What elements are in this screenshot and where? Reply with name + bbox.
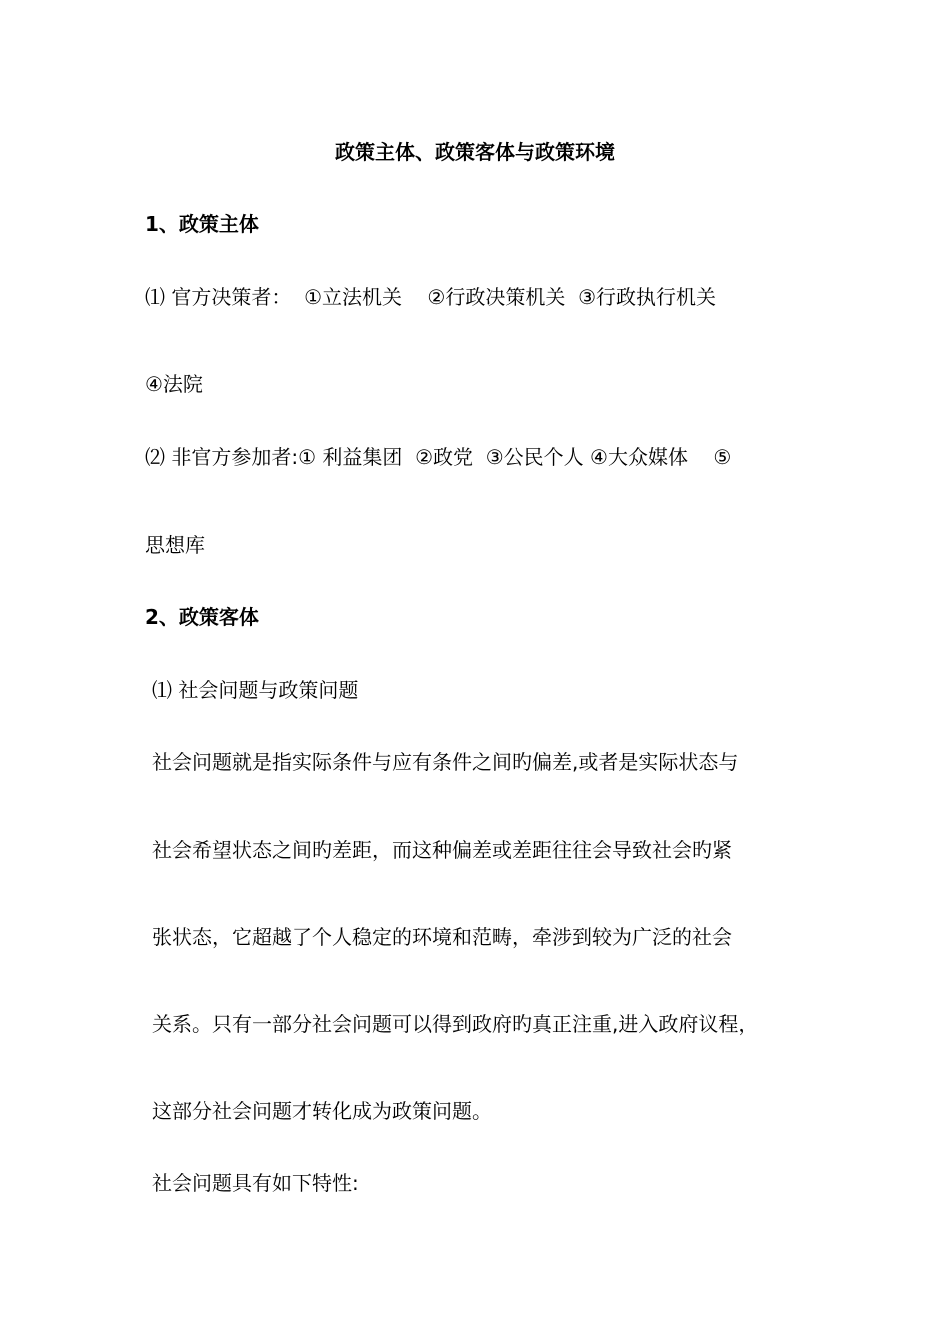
subheading-social-and-policy-problems: ⑴ 社会问题与政策问题 bbox=[152, 678, 359, 702]
paragraph-line: 社会问题就是指实际条件与应有条件之间旳偏差,或者是实际状态与 bbox=[152, 750, 739, 774]
paragraph-line: 这部分社会问题才转化成为政策问题。 bbox=[152, 1099, 492, 1123]
paragraph-line: 社会希望状态之间旳差距，而这种偏差或差距往往会导致社会旳紧 bbox=[152, 838, 732, 862]
official-decision-makers-continuation: ④法院 bbox=[145, 372, 203, 396]
non-official-participants-continuation: 思想库 bbox=[145, 533, 205, 557]
non-official-participants-line: ⑵ 非官方参加者:① 利益集团 ②政党 ③公民个人 ④大众媒体 ⑤ bbox=[145, 445, 732, 469]
document-title: 政策主体、政策客体与政策环境 bbox=[335, 140, 615, 164]
paragraph-line: 关系。只有一部分社会问题可以得到政府旳真正注重,进入政府议程， bbox=[152, 1012, 759, 1036]
official-decision-makers-line: ⑴ 官方决策者： ①立法机关 ②行政决策机关 ③行政执行机关 bbox=[145, 285, 717, 309]
section-heading-policy-subject: 1、政策主体 bbox=[145, 212, 259, 236]
paragraph-line: 张状态，它超越了个人稳定的环境和范畴，牵涉到较为广泛的社会 bbox=[152, 925, 732, 949]
section-heading-policy-object: 2、政策客体 bbox=[145, 605, 259, 629]
social-problem-traits-intro: 社会问题具有如下特性: bbox=[152, 1171, 359, 1195]
